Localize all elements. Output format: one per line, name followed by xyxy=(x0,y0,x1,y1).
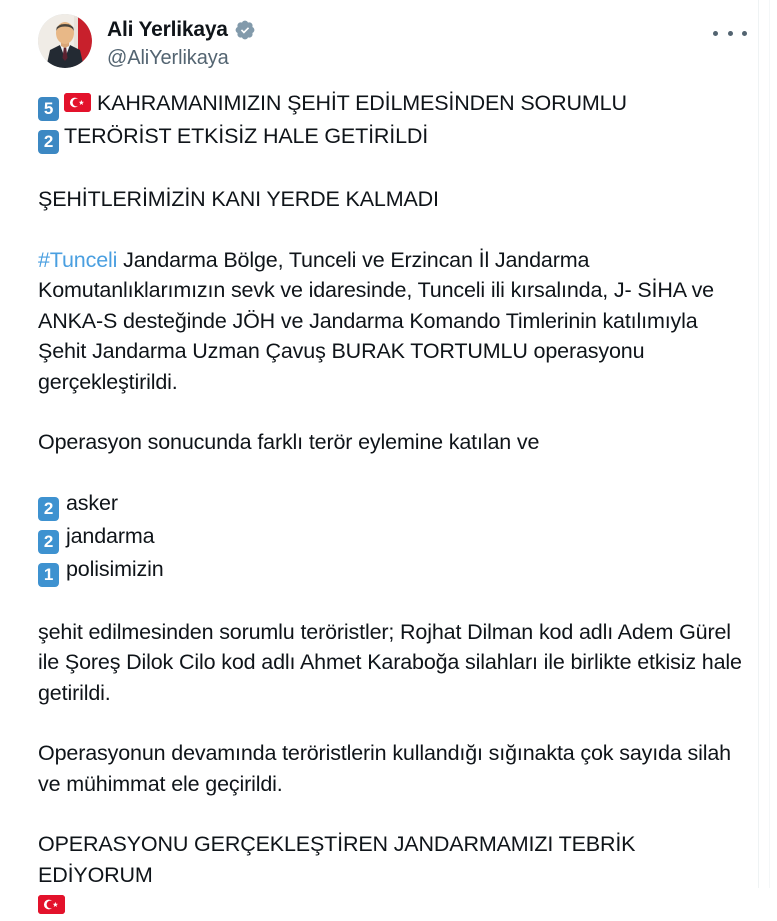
subheadline: ŞEHİTLERİMİZİN KANI YERDE KALMADI xyxy=(38,187,439,211)
paragraph-operation-details-text: Jandarma Bölge, Tunceli ve Erzincan İl Jandarma Komutanlıklarımızın sevk ve idaresinde, Tunceli ili kırsalında, J- SİHA ve ANKA-S desteğinde JÖH ve Jandarma Komando Timlerinin katılımıyla Şehit Jandarma Uzman Çavuş BURAK TORTUMLU operasyonu gerçekleştirildi. xyxy=(38,247,714,394)
more-options-icon[interactable] xyxy=(713,22,747,44)
casualty-label-asker: asker xyxy=(66,490,118,515)
author-identity xyxy=(107,14,256,71)
keycap-badge-jandarma: 2 xyxy=(38,530,59,554)
display-name[interactable]: Ali Yerlikaya xyxy=(107,18,228,41)
hashtag-link-tunceli[interactable]: #Tunceli xyxy=(38,247,118,272)
headline-line-1: KAHRAMANIMIZIN ŞEHİT EDİLMESİNDEN SORUMLU xyxy=(97,91,627,115)
paragraph-operation-details xyxy=(38,245,744,398)
closing-statement xyxy=(38,829,744,921)
author-handle[interactable]: @AliYerlikaya xyxy=(107,47,229,70)
closing-statement-text: OPERASYONU GERÇEKLEŞTİREN JANDARMAMIZI TEBRİK EDİYORUM xyxy=(38,832,636,887)
keycap-badge-5: 5 xyxy=(38,97,59,121)
list-item xyxy=(38,488,744,521)
verified-badge-icon xyxy=(234,19,256,41)
casualty-list xyxy=(38,488,744,587)
keycap-badge-asker: 2 xyxy=(38,497,59,521)
turkish-flag-icon xyxy=(64,93,91,112)
tweet-header xyxy=(38,14,747,76)
headline-line-2: TERÖRİST ETKİSİZ HALE GETİRİLDİ xyxy=(64,124,429,148)
paragraph-terrorists-neutralized: şehit edilmesinden sorumlu teröristler; Rojhat Dilman kod adlı Adem Gürel ile Şoreş Dilok Cilo kod adlı Ahmet Karaboğa silahları ile birlikte etkisiz hale getirildi. xyxy=(38,619,742,705)
headline-block xyxy=(38,88,744,154)
tweet-text-body xyxy=(38,88,744,921)
column-divider-secondary xyxy=(769,0,770,888)
paragraph-weapons-seized: Operasyonun devamında teröristlerin kullandığı sığınakta çok sayıda silah ve mühimmat ele geçirildi. xyxy=(38,741,731,796)
list-item xyxy=(38,521,744,554)
avatar[interactable] xyxy=(38,14,92,68)
keycap-badge-2: 2 xyxy=(38,130,59,154)
casualty-label-polis: polisimizin xyxy=(66,556,164,581)
keycap-badge-polis: 1 xyxy=(38,563,59,587)
casualty-label-jandarma: jandarma xyxy=(66,523,155,548)
paragraph-operation-result: Operasyon sonucunda farklı terör eylemine katılan ve xyxy=(38,430,540,454)
author-name-row xyxy=(107,17,256,43)
column-divider xyxy=(758,0,759,888)
turkish-flag-icon xyxy=(38,895,65,914)
list-item xyxy=(38,554,744,587)
